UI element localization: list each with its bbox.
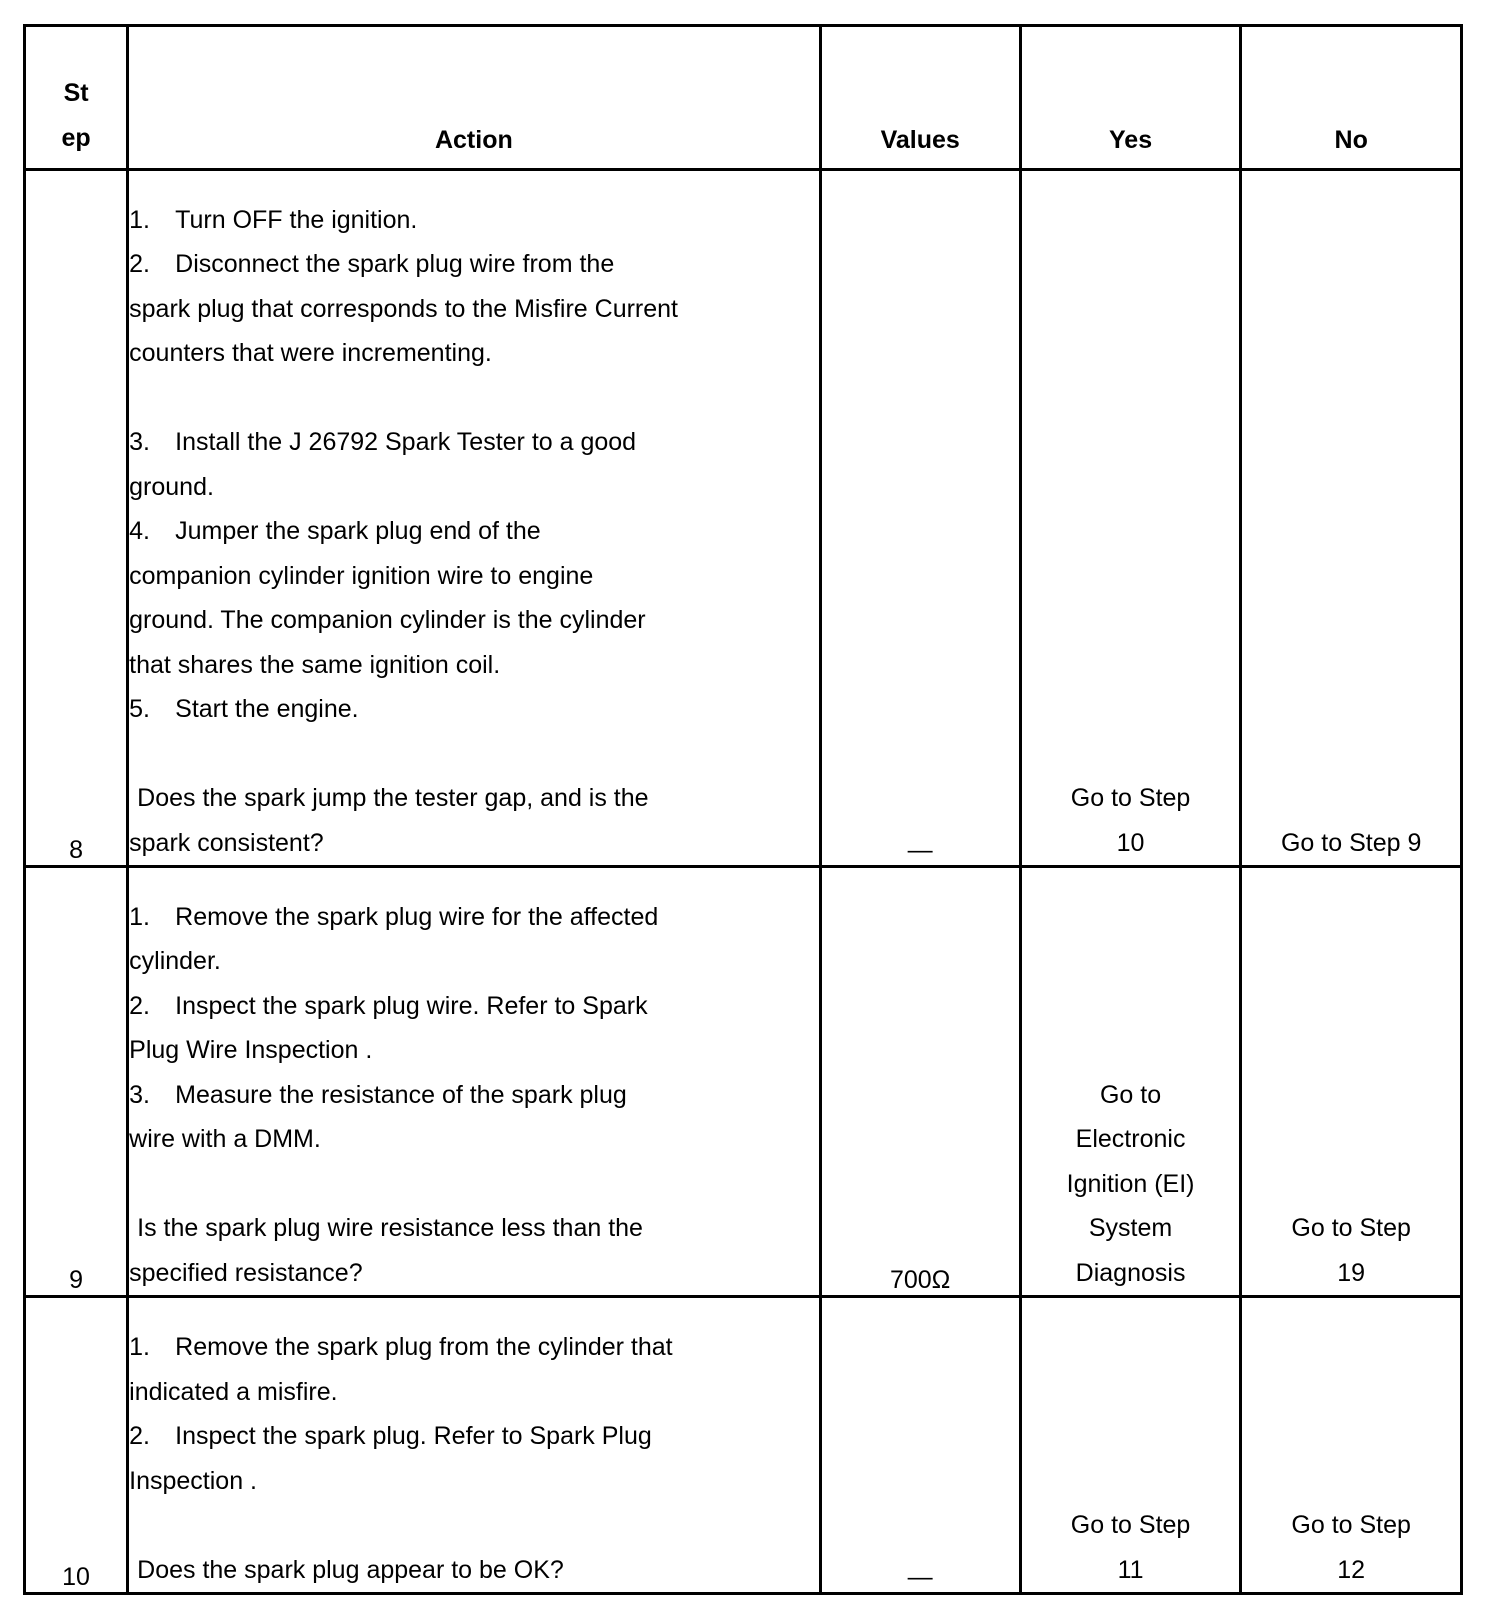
no-line: 12 [1337, 1555, 1366, 1584]
value-cell: — [820, 170, 1020, 867]
action-line: that shares the same ignition coil. [129, 650, 501, 679]
action-line: Inspection . [129, 1466, 257, 1495]
yes-line: 11 [1117, 1555, 1144, 1584]
yes-line: Diagnosis [1075, 1258, 1186, 1287]
action-line: indicated a misfire. [129, 1377, 338, 1406]
action-line: ground. [129, 472, 214, 501]
action-cell [128, 867, 820, 1297]
yes-line: System [1088, 1214, 1173, 1242]
no-line: Go to Step [1291, 1511, 1411, 1539]
action-line: counters that were incrementing. [129, 339, 492, 367]
no-cell [1241, 170, 1462, 867]
question-line: Does the spark jump the tester gap, and is the [137, 784, 649, 812]
action-line: 1. Turn OFF the ignition. [129, 205, 418, 234]
yes-line: Ignition (EI) [1066, 1169, 1195, 1198]
header-step [25, 26, 128, 170]
action-line: cylinder. [129, 947, 221, 975]
action-line: 1. Remove the spark plug from the cylinder that [129, 1333, 673, 1361]
step-row-8 [25, 170, 1462, 867]
step-number: 8 [25, 170, 128, 867]
action-line: 3. Install the J 26792 Spark Tester to a good [129, 428, 637, 456]
action-line: 2. Inspect the spark plug. Refer to Spark Plug [129, 1422, 652, 1450]
question-line: Does the spark plug appear to be OK? [137, 1555, 564, 1584]
action-line: wire with a DMM. [129, 1125, 321, 1153]
question-line: specified resistance? [129, 1258, 363, 1287]
action-line: ground. The companion cylinder is the cylinder [129, 606, 646, 634]
action-line: Plug Wire Inspection . [129, 1036, 373, 1064]
no-line: Go to Step [1291, 1214, 1411, 1242]
step-row-10 [25, 1297, 1462, 1594]
yes-line: Go to Step [1070, 784, 1191, 812]
no-cell [1241, 867, 1462, 1297]
no-cell [1241, 1297, 1462, 1594]
yes-cell [1020, 170, 1241, 867]
header-yes: Yes [1020, 26, 1241, 170]
step-row-9 [25, 867, 1462, 1297]
header-values: Values [820, 26, 1020, 170]
yes-line: 10 [1116, 828, 1145, 857]
header-step-line2: ep [61, 123, 91, 152]
action-line: 3. Measure the resistance of the spark plug [129, 1080, 627, 1109]
yes-cell [1020, 867, 1241, 1297]
action-cell [128, 1297, 820, 1594]
diagnostic-table [23, 24, 1463, 1595]
header-step-line1: St [63, 79, 89, 107]
header-action: Action [128, 26, 820, 170]
action-line: spark plug that corresponds to the Misfire Current [129, 294, 679, 323]
action-line: 1. Remove the spark plug wire for the affected [129, 902, 659, 931]
action-line: 4. Jumper the spark plug end of the [129, 517, 541, 545]
value-cell: — [820, 1297, 1020, 1594]
action-cell [128, 170, 820, 867]
yes-line: Electronic [1075, 1125, 1186, 1153]
question-line: spark consistent? [129, 828, 324, 857]
step-number: 9 [25, 867, 128, 1297]
action-line: companion cylinder ignition wire to engine [129, 561, 594, 590]
yes-cell [1020, 1297, 1241, 1594]
yes-line: Go to [1099, 1080, 1162, 1109]
yes-line: Go to Step [1070, 1511, 1191, 1539]
action-line: 5. Start the engine. [129, 695, 359, 723]
no-line: 19 [1337, 1258, 1366, 1287]
question-line: Is the spark plug wire resistance less than the [137, 1214, 643, 1242]
no-line: Go to Step 9 [1280, 828, 1422, 857]
header-no: No [1241, 26, 1462, 170]
value-cell: 700Ω [820, 867, 1020, 1297]
header-row [25, 26, 1462, 170]
action-line: 2. Disconnect the spark plug wire from the [129, 250, 615, 278]
action-line: 2. Inspect the spark plug wire. Refer to Spark [129, 991, 648, 1020]
step-number: 10 [25, 1297, 128, 1594]
